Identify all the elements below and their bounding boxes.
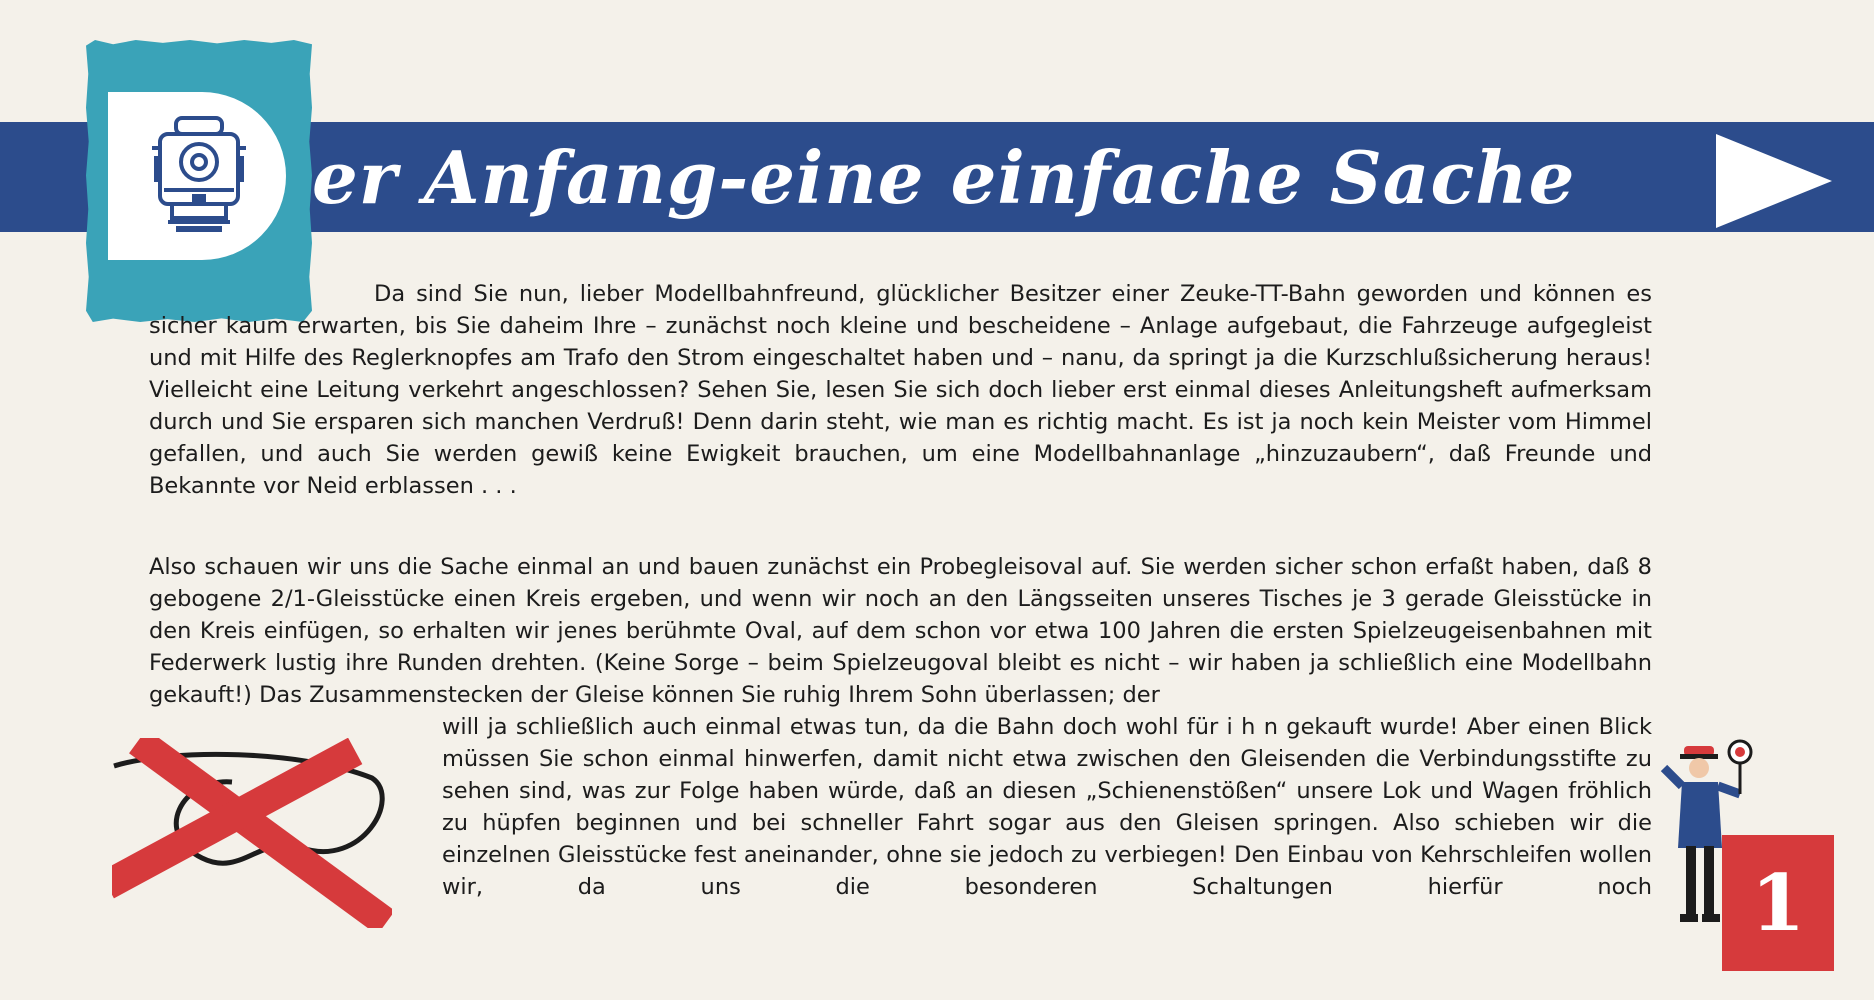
paragraph-oval: Also schauen wir uns die Sache einmal an und bauen zunächst ein Probegleisoval auf. Sie werden sicher schon erfaßt haben, daß 8 gebogene 2/1-Gleisstücke einen Kreis ergeben, und wenn wir noch an den Längsseiten unseres Tisches je 3 gerade Gleisstücke in den Kreis einfügen, so erhalten wir jenes berühmte Oval, auf dem schon vor etwa 100 Jahren die ersten Spielzeugeisenbahnen mit Federwerk lustig ihre Runden drehten. (Keine Sorge – beim Spielzeugoval bleibt es nicht – wir haben ja schließlich eine Modellbahn gekauft!) Das Zusammenstecken der Gleise können Sie ruhig Ihrem Sohn überlassen; der <box>149 554 1652 708</box>
paragraph-joints: will ja schließlich auch einmal etwas tun, da die Bahn doch wohl für i h n gekauft wurde! Aber einen Blick müssen Sie schon einmal hinwerfen, damit nicht etwa zwischen den Gleisenden die Verbindungsstifte zu sehen sind, was zur Folge haben würde, daß an diesen „Schienenstößen“ unsere Lok und Wagen fröhlich zu hüpfen beginnen und bei schneller Fahrt sogar aus den Gleisen springen. Also schieben wir die einzelnen Gleisstücke fest aneinander, ohne sie jedoch zu verbiegen! Den Einbau von Kehrschleifen wollen wir, da uns die besonderen Schaltungen hierfür noch <box>442 714 1652 900</box>
page-title: er Anfang-eine einfache Sache <box>312 135 1576 220</box>
locomotive-front-icon <box>152 112 246 232</box>
crossed-out-loop-track-icon <box>112 738 392 928</box>
page-number: 1 <box>1722 835 1834 971</box>
arrow-right-icon <box>1716 134 1832 228</box>
paragraph-intro: Da sind Sie nun, lieber Modellbahnfreund, glücklicher Besitzer einer Zeuke-TT-Bahn geworden und können es sicher kaum erwarten, bis Sie daheim Ihre – zunächst noch kleine und bescheidene – Anlage aufgebaut, die Fahrzeuge aufgegleist und mit Hilfe des Reglerknopfes am Trafo den Strom eingeschaltet haben und – nanu, da springt ja die Kurzschlußsicherung heraus! Vielleicht eine Leitung verkehrt angeschlossen? Sehen Sie, lesen Sie sich doch lieber erst einmal dieses Anleitungsheft aufmerksam durch und Sie ersparen sich manchen Verdruß! Denn darin steht, wie man es richtig macht. Es ist ja noch kein Meister vom Himmel gefallen, und auch Sie werden gewiß keine Ewigkeit brauchen, um eine Modellbahnanlage „hinzuzaubern“, daß Freunde und Bekannte vor Neid erblassen . . . <box>149 281 1652 499</box>
